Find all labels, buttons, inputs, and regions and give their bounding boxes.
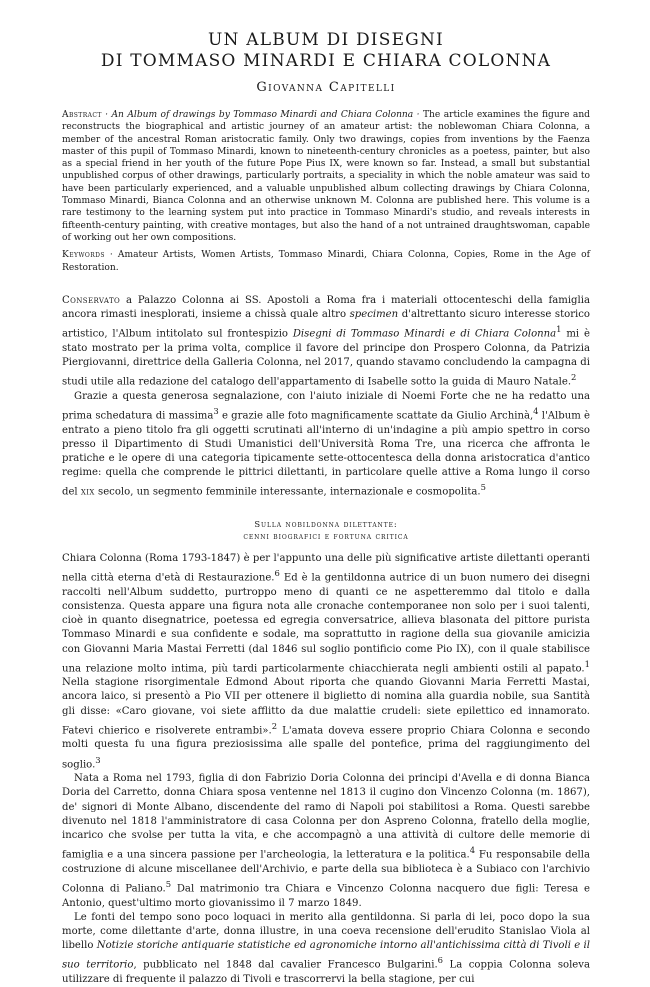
section-heading-line-1: Sulla nobildonna dilettante: bbox=[254, 518, 398, 529]
text-run: l'Album è entrato a pieno titolo fra gli oggetti scrutinati all'interno di un'indagine a più ampio spettro in corso presso il Dipartimento di Studi Umanistici dell'Università Roma Tre, una ricerca che affronta le pratiche e le opere di una categoria tipicamente sette-ottocentesca della donna aristocratica d'antico regime: quella che comprende le pittrici dilettanti, in particolare quelle attive a Roma lungo il corso del bbox=[62, 410, 590, 498]
paragraph bbox=[62, 552, 590, 772]
title-line-1: UN ALBUM DI DISEGNI bbox=[208, 30, 444, 50]
footnote-ref[interactable]: 6 bbox=[274, 568, 280, 579]
section-heading-line-2: cenni biografici e fortuna critica bbox=[243, 530, 409, 541]
text-run: Nata a Roma nel 1793, figlia di don Fabrizio Doria Colonna dei principi d'Avella e di donna Bianca Doria del Carretto, donna Chiara sposa ventenne nel 1813 il cugino don Vincenzo Colonna (m. 1867), de' signori di Monte Albano, discendente del ramo di Napoli poi stabilitosi a Roma. Questi sarebbe divenuto nel 1818 l'amministratore di casa Colonna per don Aspreno Colonna, fratello della moglie, incarico che svolse per tutta la vita, e che accompagnò a una attività di cultore delle memorie di famiglia e a una sincera passione per l'archeologia, la letteratura e la politica. bbox=[62, 773, 590, 861]
footnote-ref[interactable]: 1 bbox=[556, 324, 562, 335]
text-run: secolo, un segmento femminile interessante, internazionale e cosmopolita. bbox=[94, 486, 481, 498]
text-run: Le fonti del tempo sono poco loquaci in merito alla gentildonna. Si parla di lei, poco dopo la sua morte, come dilettante d'arte, donna illustre, in una coeva recensione dell'erudito Stanislao Viola al libello bbox=[62, 911, 590, 952]
article-page bbox=[62, 30, 590, 987]
spacer bbox=[62, 274, 590, 294]
text-run: Grazie a questa generosa segnalazione, con l'aiuto iniziale di Noemi Forte che ne ha redatto una prima schedatura di massima bbox=[62, 390, 590, 422]
text-run: mi è stato mostrato per la prima volta, complice il favore del principe don Prospero Colonna, da Patrizia Piergiovanni, direttrice della Galleria Colonna, nel 2017, quando stavamo concludendo la campagna di studi utile alla redazione del catalogo dell'appartamento di Isabelle sotto la guida di Mauro Natale. bbox=[62, 328, 590, 388]
footnote-ref[interactable]: 5 bbox=[480, 482, 486, 493]
footnote-ref[interactable]: 2 bbox=[271, 720, 278, 731]
title-line-2: DI TOMMASO MINARDI E CHIARA COLONNA bbox=[100, 51, 552, 71]
section-text bbox=[62, 552, 590, 987]
footnote-ref[interactable]: 5 bbox=[165, 879, 172, 889]
italic-title: Notizie storiche antiquarie statistiche ed agronomiche intorno all'antichissima città di Tivoli e il suo territorio bbox=[62, 940, 590, 971]
article-title bbox=[62, 30, 590, 72]
text-run: Nella stagione risorgimentale Edmond About riporta che quando Giovanni Maria Ferretti Mastai, ancora laico, si presentò a Pio VII per ottenere il biglietto di nomina alla guardia nobile, sua Santità gli disse: «Caro giovane, voi siete afflitto da due malattie crudeli: siete epilettico ed innamorato. Fatevi chierico e risolverete entrambi». bbox=[62, 677, 590, 737]
text-run: a Palazzo Colonna ai SS. Apostoli a Roma fra i materiali ottocenteschi della famiglia ancora rimasti inesplorati, insieme a chissà quale altro bbox=[62, 294, 590, 321]
keywords-text: · Amateur Artists, Women Artists, Tommaso Minardi, Chiara Colonna, Copies, Rome in the Age of Restoration. bbox=[62, 250, 590, 273]
text-run: L'amata doveva essere proprio Chiara Colonna e secondo molti questa fu una figura preziosissima alle spalle del pontefice, prima del raggiungimento del soglio. bbox=[62, 725, 590, 771]
footnote-ref[interactable]: 1 bbox=[584, 658, 590, 669]
text-run: d'altrettanto sicuro interesse storico artistico, l'Album intitolato sul frontespizio bbox=[62, 309, 591, 340]
text-run: Fu responsabile della costruzione di alcune miscellanee dell'Archivio, e parte della sua biblioteca è a Subiaco con l'archivio Colonna di Paliano. bbox=[62, 849, 590, 895]
text-run: Ed è la gentildonna autrice di un buon numero dei disegni raccolti nell'Album suddetto, purtroppo meno di quanti ce ne aspetteremmo dal titolo e dalla consistenza. Questa appare una figura nota alle cronache contemporanee non solo per i suoi talenti, cioè in quanto disegnatrice, poetessa ed egregia conversatrice, allieva blasonata del pittore purista Tommaso Minardi e sua confidente e sodale, ma soprattutto in ragione della sua giovanile amicizia con Giovanni Maria Mastai Ferretti (dal 1846 sul soglio pontificio come Pio IX), con il quale stabilisce una relazione molto intima, più tardi particolarmente chiacchierata negli ambienti ostili al papato. bbox=[62, 572, 590, 675]
paragraph bbox=[62, 911, 590, 987]
abstract bbox=[62, 109, 590, 244]
footnote-ref[interactable]: 4 bbox=[469, 845, 476, 856]
section-heading bbox=[62, 518, 590, 542]
text-run: Chiara Colonna (Roma 1793-1847) è per l'appunto una delle più significative artiste dilettanti operanti nella città eterna d'età di Restaurazione. bbox=[62, 552, 590, 584]
footnote-ref[interactable]: 3 bbox=[95, 754, 101, 765]
lead-word: Conservato bbox=[62, 294, 121, 306]
author-name: Giovanna Capitelli bbox=[256, 80, 396, 95]
paragraph bbox=[62, 390, 590, 500]
footnote-ref[interactable]: 2 bbox=[571, 372, 577, 383]
paragraph bbox=[62, 294, 590, 390]
italic-title: Disegni di Tommaso Minardi e di Chiara Colonna bbox=[292, 328, 557, 340]
text-run: Dal matrimonio tra Chiara e Vincenzo Colonna nacquero due figli: Teresa e Antonio, quest'ultimo morto giovanissimo il 7 marzo 1849. bbox=[62, 883, 590, 909]
footnote-ref[interactable]: 4 bbox=[533, 406, 539, 416]
footnote-ref[interactable]: 3 bbox=[213, 406, 219, 416]
paragraph bbox=[62, 772, 590, 911]
keywords bbox=[62, 249, 590, 274]
keywords-label: Keywords bbox=[62, 250, 105, 261]
century-numeral: xix bbox=[80, 486, 95, 498]
footnote-ref[interactable]: 6 bbox=[437, 955, 444, 966]
text-run: e grazie alle foto magnificamente scattate da Giulio Archinà, bbox=[218, 410, 534, 422]
abstract-text: The article examines the figure and reconstructs the biographical and artistic journey of an amateur artist: the noblewoman Chiara Colonna, a member of the ancestral Roman aristocratic family. Only two drawings, copies from inventions by the Faenza master of this pupil of Tommaso Minardi, known to nineteenth-century chronicles as a poetess, painter, but also as a special friend in her youth of the future Pope Pius IX, were known so far. Instead, a small but substantial unpublished corpus of other drawings, particularly portraits, a speciality in which the noble amateur was said to have been particularly experienced, and a valuable unpublished album collecting drawings by Chiara Colonna, Tommaso Minardi, Bianca Colonna and an otherwise unknown M. Colonna are published here. This volume is a rare testimony to the learning system put into practice in Tommaso Minardi's studio, and reveals interests in fifteenth-century painting, with creative montages, but also the hand of a not untrained draughtswoman, capable of working out her own compositions. bbox=[62, 110, 590, 243]
italic-run: specimen bbox=[349, 309, 399, 321]
abstract-subtitle: · An Album of drawings by Tommaso Minardi and Chiara Colonna · bbox=[101, 110, 423, 120]
text-run: La coppia Colonna soleva utilizzare di frequente il palazzo di Tivoli e trascorrervi la bella stagione, per cui bbox=[62, 959, 590, 985]
intro-text bbox=[62, 294, 590, 500]
abstract-label: Abstract bbox=[62, 110, 102, 120]
text-run: , pubblicato nel 1848 dal cavalier Francesco Bulgarini. bbox=[133, 959, 438, 971]
